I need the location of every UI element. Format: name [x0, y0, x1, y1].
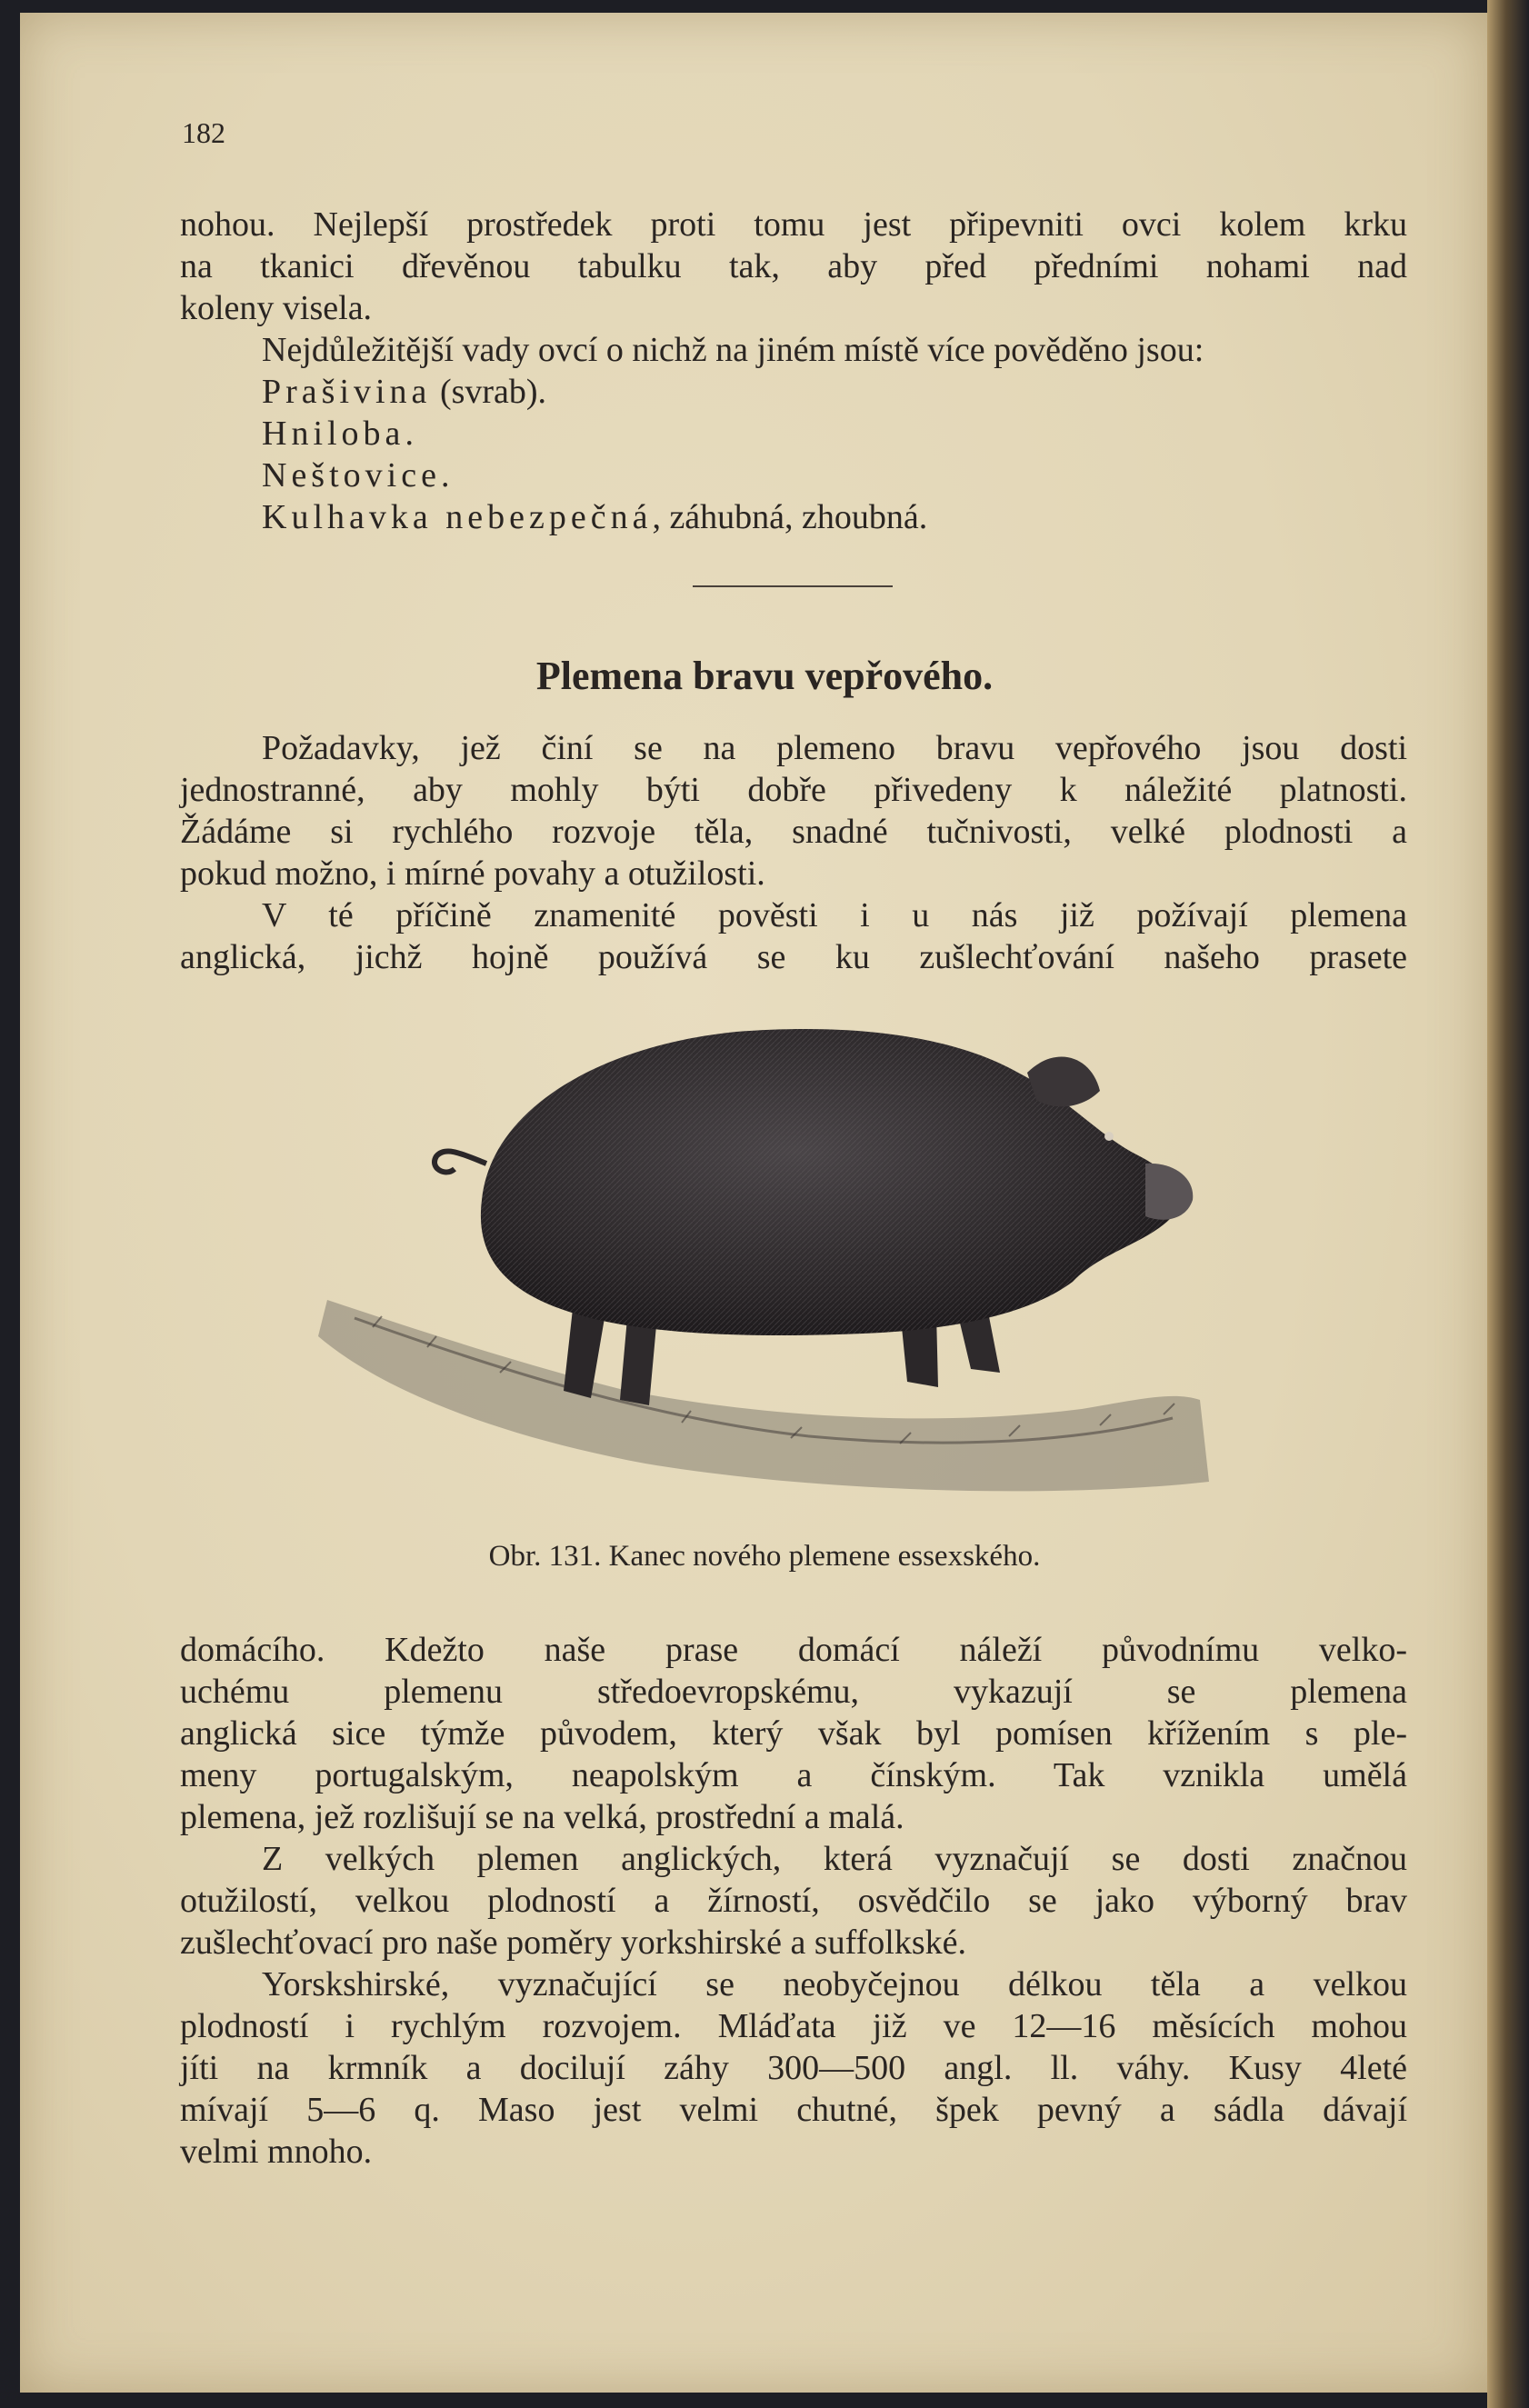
text-line: plodností i rychlým rozvojem. Mláďata již ve 12—16 měsících mohou: [180, 2007, 1407, 2045]
text-line: koleny visela.: [180, 289, 373, 327]
text-line: anglická, jichž hojně používá se ku zušlechťování našeho prasete: [180, 938, 1407, 976]
disease-rest: .: [440, 456, 450, 495]
figure-caption: Obr. 131. Kanec nového plemene essexského.: [488, 1540, 1041, 1573]
paragraph-english-breeds: [180, 1629, 1407, 2173]
text-line: mívají 5—6 q. Maso jest velmi chutné, špek pevný a sádla dávají: [180, 2091, 1407, 2129]
disease-term: Neštovice: [262, 456, 441, 495]
paragraph-sheep-remedy: [180, 204, 1407, 371]
text-line: nohou. Nejlepší prostředek proti tomu jest připevniti ovci kolem krku: [180, 205, 1407, 244]
list-item: [180, 371, 1407, 413]
text-line: zušlechťovací pro naše poměry yorkshirské a suffolkské.: [180, 1923, 967, 1962]
list-item: [180, 496, 1407, 538]
text-line: Nejdůležitější vady ovcí o nichž na jiném místě více pověděno jsou:: [262, 331, 1204, 369]
text-line: velmi mnoho.: [180, 2133, 373, 2171]
disease-rest: .: [405, 415, 414, 453]
text-line: meny portugalským, neapolským a čínským. Tak vznikla umělá: [180, 1756, 1407, 1794]
book-spine: [1487, 0, 1529, 2408]
boar-illustration: [300, 1009, 1245, 1518]
text-line: uchému plemenu středoevropskému, vykazují se plemena: [180, 1673, 1407, 1711]
section-heading: Plemena bravu vepřového.: [535, 654, 994, 698]
page-number: 182: [182, 116, 225, 149]
text-line: pokud možno, i mírné povahy a otužilosti.: [180, 854, 765, 893]
disease-term: Kulhavka nebezpečná: [262, 498, 653, 536]
text-line: V té příčině znamenité pověsti i u nás již požívají plemena: [262, 896, 1407, 934]
text-line: Yorskshirské, vyznačující se neobyčejnou délkou těla a velkou: [262, 1965, 1407, 2003]
list-item: [180, 455, 1407, 496]
text-line: jíti na krmník a docilují záhy 300—500 angl. ll. váhy. Kusy 4leté: [180, 2049, 1407, 2087]
text-line: Z velkých plemen anglických, která vyznačují se dosti značnou: [262, 1840, 1407, 1878]
text-line: na tkanici dřevěnou tabulku tak, aby před předními nohami nad: [180, 247, 1407, 285]
text-line: jednostranné, aby mohly býti dobře přivedeny k náležité platnosti.: [180, 771, 1407, 809]
disease-term: Prašivina: [262, 373, 432, 411]
list-item: [180, 413, 1407, 455]
paragraph-pig-breeds: [180, 727, 1407, 978]
disease-rest: , záhubná, zhoubná.: [652, 498, 928, 536]
text-line: plemena, jež rozlišují se na velká, prostřední a malá.: [180, 1798, 904, 1836]
text-line: domácího. Kdežto naše prase domácí náleží původnímu velko-: [180, 1631, 1407, 1669]
text-line: otužilostí, velkou plodností a žírností, osvědčilo se jako výborný brav: [180, 1882, 1407, 1920]
text-line: anglická sice týmže původem, který však byl pomísen křížením s ple-: [180, 1714, 1407, 1753]
disease-term: Hniloba: [262, 415, 405, 453]
text-line: Požadavky, jež činí se na plemeno bravu vepřového jsou dosti: [262, 729, 1407, 767]
disease-list: [180, 371, 1407, 538]
disease-rest: (svrab).: [431, 373, 547, 411]
section-divider: [693, 585, 893, 587]
text-line: Žádáme si rychlého rozvoje těla, snadné tučnivosti, velké plodnosti a: [180, 813, 1407, 851]
